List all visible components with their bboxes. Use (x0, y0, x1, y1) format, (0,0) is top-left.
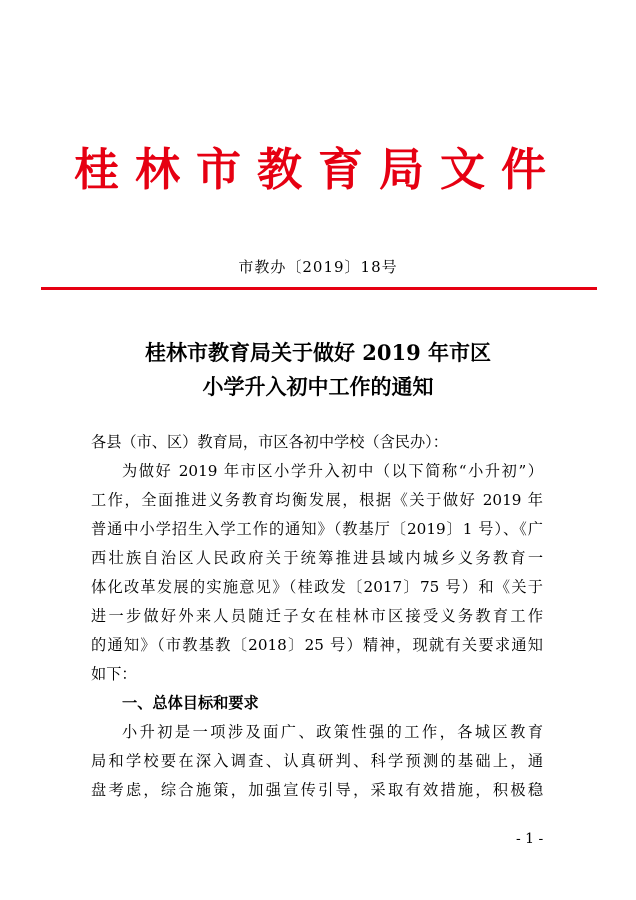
document-number: 市教办〔2019〕18号 (238, 258, 398, 276)
page-number: - 1 - (516, 831, 544, 847)
paragraph-line: 局和学校要在深入调查、认真研判、科学预测的基础上，通 (91, 752, 543, 770)
paragraph-line: 进一步做好外来人员随迁子女在桂林市区接受义务教育工作 (91, 607, 543, 625)
paragraph-line: 为做好 2019 年市区小学升入初中（以下简称“小升初”） (122, 462, 543, 480)
issuer-masthead: 桂林市教育局文件 (73, 143, 562, 196)
document-body (91, 428, 543, 805)
document-title (0, 336, 636, 404)
title-line-1: 桂林市教育局关于做好 2019 年市区 (144, 340, 492, 365)
salutation: 各县（市、区）教育局，市区各初中学校（含民办）： (91, 433, 448, 451)
paragraph-line: 体化改革发展的实施意见》（桂政发〔2017〕75 号）和《关于 (91, 578, 543, 596)
title-line-2: 小学升入初中工作的通知 (202, 374, 434, 399)
paragraph-line: 普通中小学招生入学工作的通知》（教基厅〔2019〕1 号）、《广 (91, 520, 543, 538)
paragraph-line: 工作，全面推进义务教育均衡发展，根据《关于做好 2019 年 (91, 491, 543, 509)
paragraph-line: 小升初是一项涉及面广、政策性强的工作，各城区教育 (122, 723, 543, 741)
paragraph-line: 盘考虑，综合施策，加强宣传引导，采取有效措施，积极稳 (91, 781, 543, 799)
red-divider-line (41, 287, 597, 290)
paragraph-line: 西壮族自治区人民政府关于统筹推进县域内城乡义务教育一 (91, 549, 543, 567)
section-heading: 一、总体目标和要求 (122, 694, 259, 712)
paragraph-line: 的通知》（市教基教〔2018〕25 号）精神，现就有关要求通知 (91, 636, 543, 654)
paragraph-line: 如下： (91, 665, 137, 683)
